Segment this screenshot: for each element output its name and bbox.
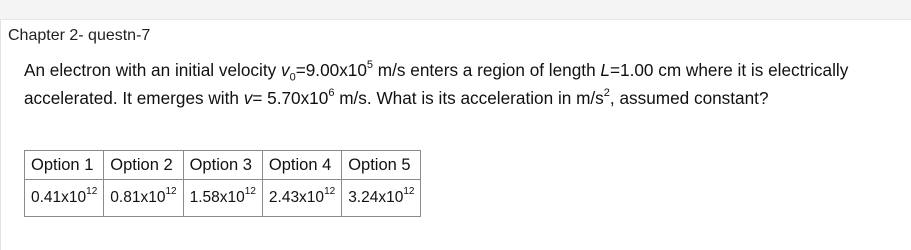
- option-header: Option 1: [25, 151, 104, 180]
- option-value-5[interactable]: [342, 180, 421, 217]
- option-mantissa: 1.58x10: [189, 189, 245, 206]
- options-table: [24, 150, 421, 217]
- options-value-row: [25, 180, 421, 217]
- option-header: Option 3: [183, 151, 262, 180]
- length-symbol: L: [600, 60, 610, 80]
- v-exponent: 6: [328, 87, 335, 100]
- option-exponent: 12: [244, 185, 256, 197]
- option-value-4[interactable]: [262, 180, 341, 217]
- option-header: Option 4: [262, 151, 341, 180]
- option-exponent: 12: [403, 185, 415, 197]
- option-mantissa: 0.41x10: [31, 189, 87, 206]
- option-exponent: 12: [165, 185, 177, 197]
- option-value-3[interactable]: [183, 180, 262, 217]
- question-part: =9.00x10: [295, 60, 367, 80]
- chapter-title: Chapter 2- questn-7: [8, 27, 151, 44]
- option-header: Option 2: [104, 151, 183, 180]
- v0-exponent: 5: [366, 59, 374, 72]
- option-value-1[interactable]: [25, 180, 104, 217]
- question-text: [24, 56, 904, 112]
- v-symbol: v: [243, 88, 253, 108]
- question-part: , assumed constant?: [609, 88, 769, 108]
- v0-subscript: 0: [289, 71, 296, 84]
- question-part: An electron with an initial velocity: [24, 60, 281, 80]
- top-band: [0, 0, 911, 20]
- v0-symbol: v: [280, 60, 290, 80]
- question-part: =1.00 cm where it is electrically accelerated. It emerges with: [24, 60, 849, 108]
- question-part: = 5.70x10: [252, 88, 329, 108]
- left-border: [0, 19, 1, 250]
- option-mantissa: 2.43x10: [268, 189, 325, 206]
- question-part: m/s enters a region of length: [373, 60, 601, 80]
- option-value-2[interactable]: [104, 180, 183, 217]
- option-exponent: 12: [86, 185, 98, 197]
- question-part: m/s. What is its acceleration in m/s: [334, 88, 604, 108]
- option-exponent: 12: [324, 185, 336, 197]
- unit-exponent: 2: [603, 87, 610, 100]
- option-header: Option 5: [342, 151, 421, 180]
- option-mantissa: 0.81x10: [110, 189, 166, 206]
- options-header-row: [25, 151, 421, 180]
- option-mantissa: 3.24x10: [348, 189, 404, 206]
